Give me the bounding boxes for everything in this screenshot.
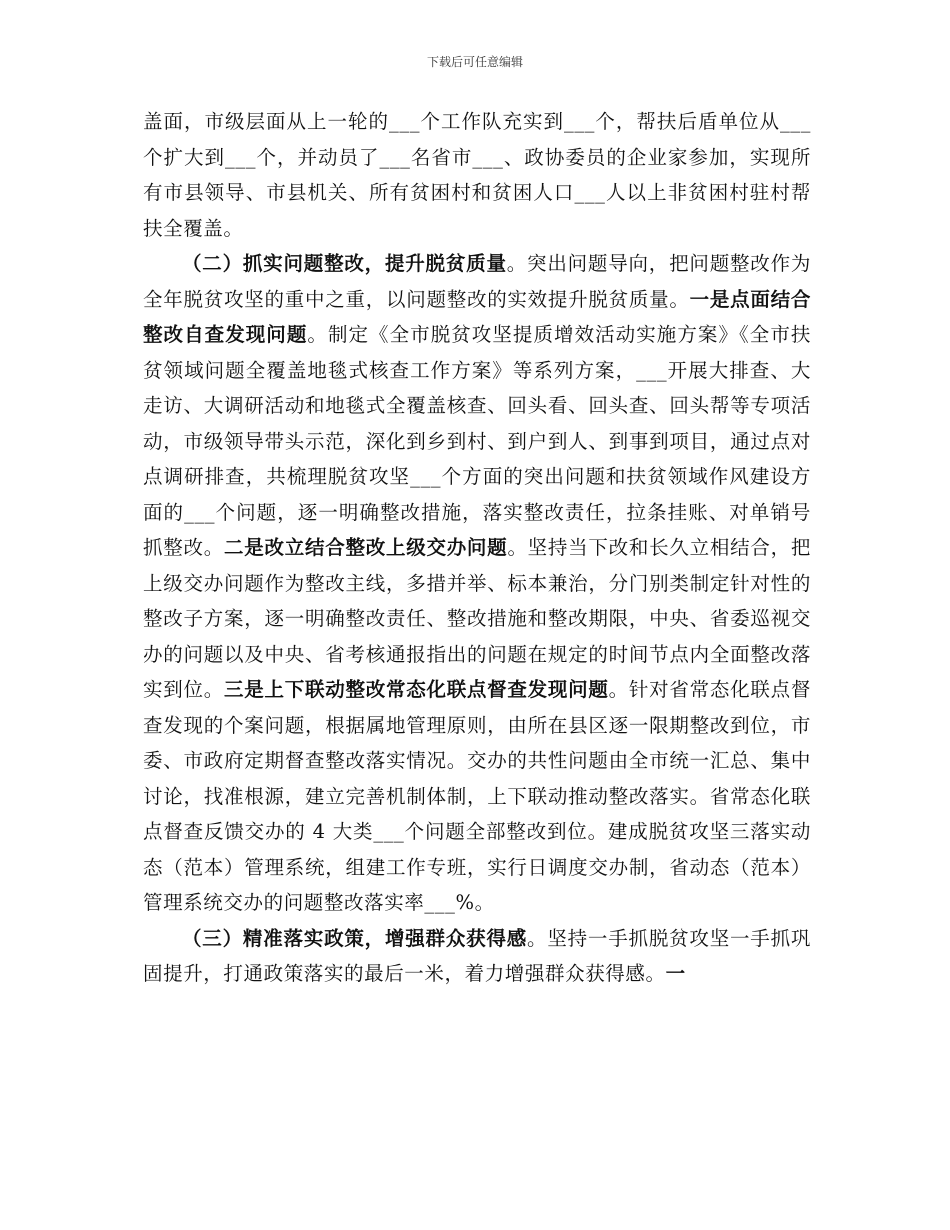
paragraph-2-text-c: 。坚持当下改和长久立相结合，把上级交办问题作为整改主线，多措并举、标本兼治，分门别类制定针对性的整改子方案，逐一明确整改责任、整改措施和整改期限，中央、省委巡视交办的问题以及中央、省考核通报指出的问题在规定的时间节点内全面整改落实到位。 xyxy=(143,536,811,701)
point-three-heading: 三是上下联动整改常态化联点督查发现问题 xyxy=(223,678,609,701)
page-header: 下载后可任意编辑 xyxy=(426,55,523,69)
point-one-heading: 一是点面结合整改自查发现问题 xyxy=(143,287,811,346)
paragraph-2 xyxy=(143,246,811,921)
section-heading-2: （二）抓实问题整改，提升脱贫质量 xyxy=(182,252,507,275)
paragraph-2-text-a: 。突出问题导向，把问题整改作为全年脱贫攻坚的重中之重，以问题整改的实效提升脱贫质量。 xyxy=(143,252,811,311)
paragraph-2-text-d: 。针对省常态化联点督查发现的个案问题，根据属地管理原则，由所在县区逐一限期整改到位，市委、市政府定期督查整改落实情况。交办的共性问题由全市统一汇总、集中讨论，找准根源，建立完善机制体制，上下联动推动整改落实。省常态化联点督查反馈交办的 4 大类___个问题全部整改到位。建成脱贫攻坚三落实动态（范本）管理系统，组建工作专班，实行日调度交办制，省动态（范本）管理系统交办的问题整改落实率___%。 xyxy=(143,678,811,914)
paragraph-1 xyxy=(143,104,811,246)
paragraph-3 xyxy=(143,921,811,992)
paragraph-1-text: 盖面，市级层面从上一轮的___个工作队充实到___个，帮扶后盾单位从___个扩大到___个，并动员了___名省市___、政协委员的企业家参加，实现所有市县领导、市县机关、所有贫困村和贫困人口___人以上非贫困村驻村帮扶全覆盖。 xyxy=(143,110,811,240)
section-heading-3: （三）精准落实政策，增强群众获得感 xyxy=(182,926,528,950)
paragraph-2-text-b: 。制定《全市脱贫攻坚提质增效活动实施方案》《全市扶贫领域问题全覆盖地毯式核查工作方案》等系列方案，___开展大排查、大走访、大调研活动和地毯式全覆盖核查、回头看、回头查、回头帮等专项活动，市级领导带头示范，深化到乡到村、到户到人、到事到项目，通过点对点调研排查，共梳理脱贫攻坚___个方面的突出问题和扶贫领域作风建设方面的___个问题，逐一明确整改措施，落实整改责任，拉条挂账、对单销号抓整改。 xyxy=(143,323,811,559)
paragraph-3-text-a: 。坚持一手抓脱贫攻坚一手抓巩固提升，打通政策落实的最后一米，着力增强群众获得感。 xyxy=(143,926,811,985)
document-body xyxy=(143,104,811,992)
point-one-heading-start: 一 xyxy=(665,962,686,985)
point-two-heading: 二是改立结合整改上级交办问题 xyxy=(223,536,508,559)
